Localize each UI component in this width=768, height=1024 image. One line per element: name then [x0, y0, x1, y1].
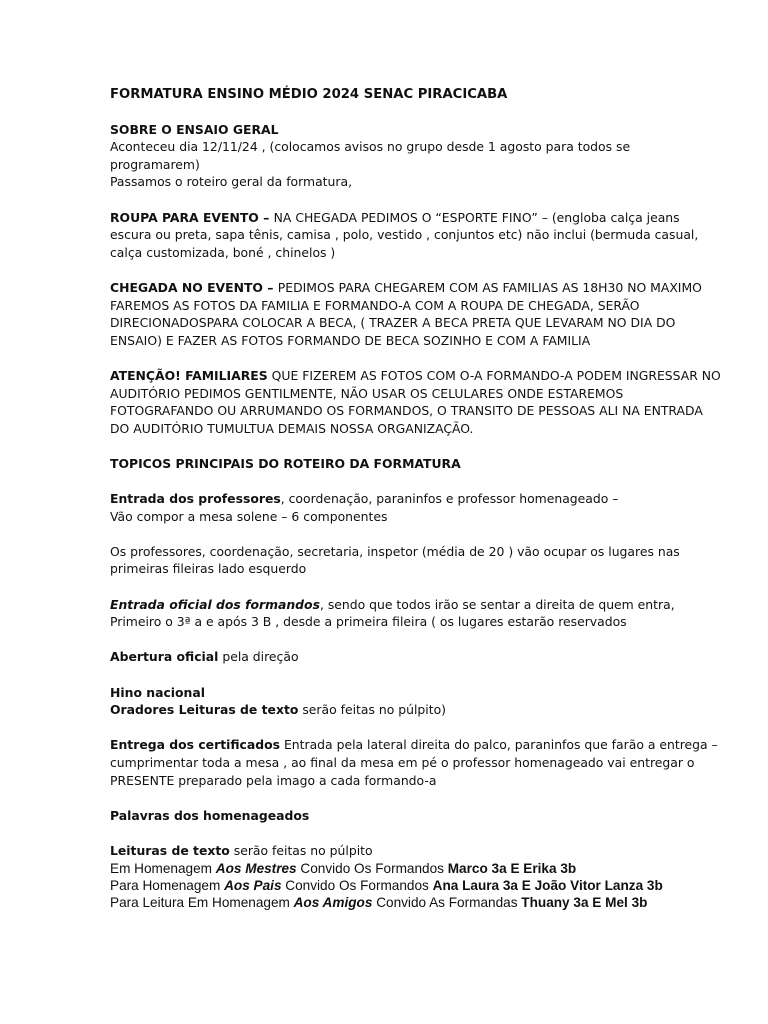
- homenagem-pre: Para Leitura Em Homenagem: [110, 894, 294, 910]
- homenagem-mid: Convido Os Formandos: [281, 877, 433, 893]
- chegada-text: PEDIMOS PARA CHEGAREM COM AS FAMILIAS AS 18H30 NO MAXIMO FAREMOS AS FOTOS DA FAMILIA E FORMANDO-A COM A ROUPA DE CHEGADA, SERÃO DIRECIONADOSPARA COLOCAR A BECA, ( TRAZER A BECA PRETA QUE LEVARAM NO DIA DO ENSAIO) E FAZER AS FOTOS FORMANDO DE BECA SOZINHO E COM A FAMILIA: [110, 279, 702, 348]
- document-body: [110, 86, 722, 911]
- oradores-heading: Oradores Leituras de texto: [110, 702, 299, 718]
- ensaio-heading: SOBRE O ENSAIO GERAL: [110, 121, 279, 137]
- homenagem-line: [110, 894, 722, 911]
- ensaio-line2: Passamos o roteiro geral da formatura,: [110, 174, 353, 190]
- entrega-heading: Entrega dos certificados: [110, 737, 281, 753]
- homenagem-names: Ana Laura 3a E João Vitor Lanza 3b: [432, 877, 663, 893]
- leituras-heading: Leituras de texto: [110, 842, 230, 858]
- homenagem-pre: Para Homenagem: [110, 877, 225, 893]
- homenagem-target: Aos Pais: [224, 877, 282, 893]
- formandos-heading: Entrada oficial dos formandos: [110, 596, 320, 612]
- homenagem-target: Aos Amigos: [293, 894, 373, 910]
- professores-text: , coordenação, paraninfos e professor homenageado –: [280, 491, 619, 507]
- hino-heading: Hino nacional: [110, 684, 205, 700]
- formandos-section: [110, 596, 722, 631]
- document-title: FORMATURA ENSINO MÉDIO 2024 SENAC PIRACICABA: [110, 87, 508, 102]
- homenagem-line: [110, 860, 722, 877]
- chegada-section: [110, 279, 722, 349]
- professores-section: [110, 490, 722, 525]
- roupa-section: [110, 209, 722, 262]
- abertura-heading: Abertura oficial: [110, 649, 219, 665]
- entrega-section: [110, 736, 722, 789]
- professores-line2: Vão compor a mesa solene – 6 componentes: [110, 508, 388, 524]
- entrega-text: Entrada pela lateral direita do palco, paraninfos que farão a entrega – cumprimentar toda a mesa , ao final da mesa em pé o professor homenageado vai entregar o PRESENTE preparado pela imago a cada formando-a: [110, 737, 718, 788]
- abertura-text: pela direção: [218, 649, 299, 665]
- formandos-text: , sendo que todos irão se sentar a direita de quem entra,: [319, 596, 675, 612]
- oradores-text: serão feitas no púlpito): [298, 702, 447, 718]
- hino-oradores-section: [110, 684, 722, 719]
- atencao-heading: ATENÇÃO! FAMILIARES: [110, 367, 268, 383]
- atencao-section: [110, 367, 722, 437]
- ensaio-line1: Aconteceu dia 12/11/24 , (colocamos avisos no grupo desde 1 agosto para todos se programarem): [110, 139, 631, 172]
- homenagem-pre: Em Homenagem: [110, 860, 216, 876]
- homenagem-names: Marco 3a E Erika 3b: [447, 860, 577, 876]
- professores-seating: Os professores, coordenação, secretaria, inspetor (média de 20 ) vão ocupar os lugares nas primeiras fileiras lado esquerdo: [110, 543, 680, 577]
- atencao-text: QUE FIZEREM AS FOTOS COM O-A FORMANDO-A PODEM INGRESSAR NO AUDITÓRIO PEDIMOS GENTILMENTE, NÃO USAR OS CELULARES ONDE ESTAREMOS FOTOGRAFANDO OU ARRUMANDO OS FORMANDOS, O TRANSITO DE PESSOAS ALI NA ENTRADA DO AUDITÓRIO TUMULTUA DEMAIS NOSSA ORGANIZAÇÃO.: [110, 367, 721, 436]
- leituras-section: [110, 842, 722, 860]
- leituras-text: serão feitas no púlpito: [229, 842, 373, 858]
- homenagem-target: Aos Mestres: [215, 860, 297, 876]
- homenagem-mid: Convido Os Formandos: [296, 860, 448, 876]
- ensaio-section: [110, 121, 722, 191]
- palavras-heading: Palavras dos homenageados: [110, 807, 310, 823]
- topicos-heading: TOPICOS PRINCIPAIS DO ROTEIRO DA FORMATURA: [110, 455, 461, 471]
- abertura-section: [110, 648, 722, 666]
- homenagem-names: Thuany 3a E Mel 3b: [521, 894, 648, 910]
- roupa-heading: ROUPA PARA EVENTO –: [110, 209, 274, 225]
- professores-heading: Entrada dos professores: [110, 491, 281, 507]
- formandos-line2: Primeiro o 3ª a e após 3 B , desde a primeira fileira ( os lugares estarão reservados: [110, 614, 627, 630]
- homenagem-line: [110, 877, 722, 894]
- roupa-text: NA CHEGADA PEDIMOS O “ESPORTE FINO” – (engloba calça jeans escura ou preta, sapa tênis, camisa , polo, vestido , conjuntos etc) não inclui (bermuda casual, calça customizada, boné , chinelos ): [110, 209, 699, 260]
- homenagem-mid: Convido As Formandas: [372, 894, 522, 910]
- chegada-heading: CHEGADA NO EVENTO –: [110, 279, 278, 295]
